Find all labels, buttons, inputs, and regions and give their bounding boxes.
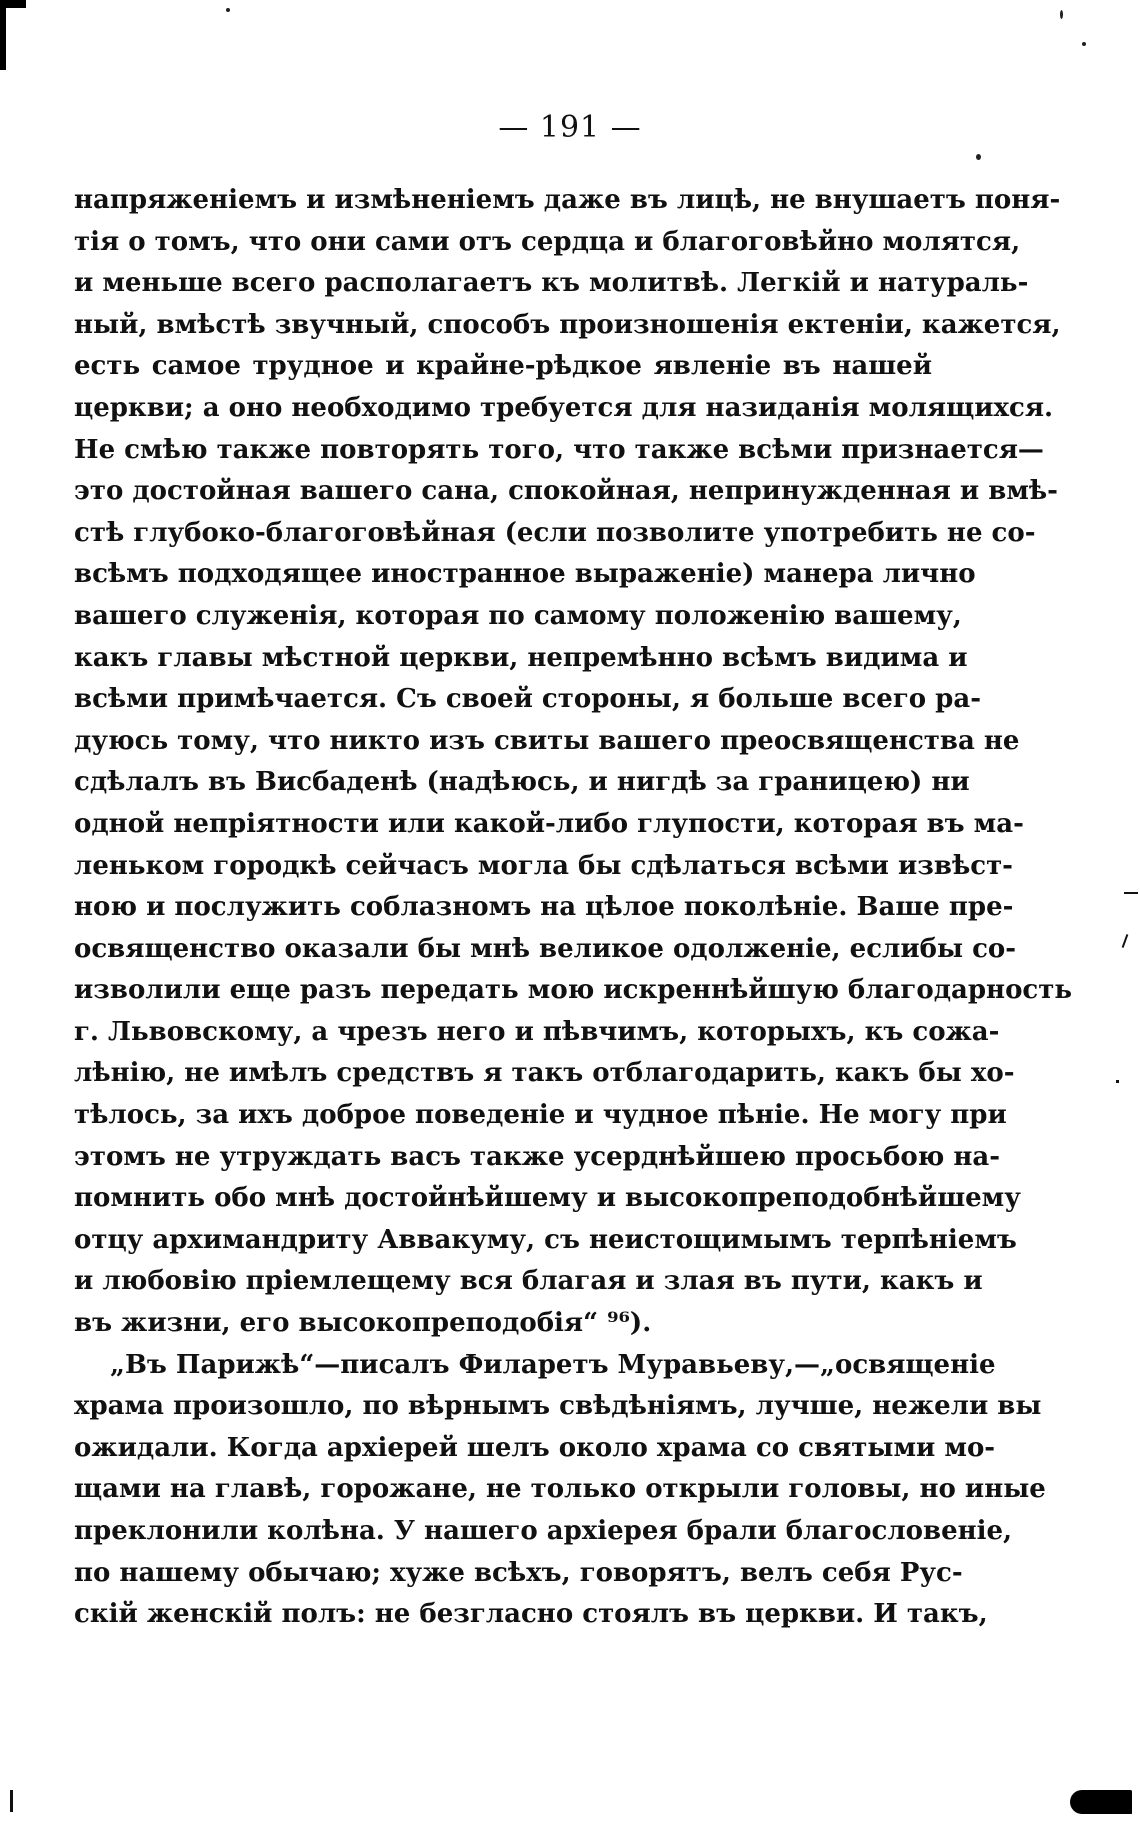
text-line: тѣлось, за ихъ доброе поведеніе и чудное пѣніе. Не могу при <box>74 1100 1007 1131</box>
scan-speck <box>1060 10 1063 19</box>
text-line: въ жизни, его высокопреподобія“ ⁹⁶). <box>74 1308 652 1339</box>
text-line: г. Львовскому, а чрезъ него и пѣвчимъ, которыхъ, къ сожа- <box>74 1016 1000 1047</box>
scan-corner-mark <box>0 0 26 70</box>
text-line: церкви; а оно необходимо требуется для назиданія молящихся. <box>74 392 1054 423</box>
text-line: это достойная вашего сана, спокойная, непринужденная и вмѣ- <box>74 476 1058 507</box>
text-line: изволили еще разъ передать мою искреннѣйшую благодарность <box>74 975 1073 1006</box>
paragraph-2 <box>74 1345 1046 1636</box>
text-line: и меньше всего располагаетъ къ молитвѣ. Легкій и натураль- <box>74 268 1029 299</box>
text-line: Не смѣю также повторять того, что также всѣми признается— <box>74 434 1044 465</box>
text-line: тія о томъ, что они сами отъ сердца и благоговѣйно молятся, <box>74 226 1021 257</box>
body-text <box>74 180 1073 1636</box>
text-line: напряженіемъ и измѣненіемъ даже въ лицѣ, не внушаетъ поня- <box>74 185 1061 215</box>
text-line: вашего служенія, которая по самому положенію вашему, <box>74 600 962 631</box>
text-line: этомъ не утруждать васъ также усерднѣйшею просьбою на- <box>74 1141 1001 1172</box>
text-line: дуюсь тому, что никто изъ свиты вашего преосвященства не <box>74 725 1020 756</box>
text-line: есть самое трудное и крайне-рѣдкое явленіе въ нашей <box>74 351 932 382</box>
text-line: одной непріятности или какой-либо глупости, которая въ ма- <box>74 808 1024 839</box>
scan-speck <box>1116 1080 1119 1083</box>
scan-speck <box>226 8 230 12</box>
text-line: всѣмъ подходящее иностранное выраженіе) манера лично <box>74 559 976 590</box>
text-line: храма произошло, по вѣрнымъ свѣдѣніямъ, лучше, нежели вы <box>74 1391 1042 1422</box>
scan-mark <box>1124 892 1138 894</box>
scan-mark <box>10 1790 13 1812</box>
page-number: — 191 — <box>498 110 642 145</box>
text-line: щами на главѣ, горожане, не только открыли головы, но иные <box>74 1474 1046 1505</box>
text-line: „Въ Парижѣ“—писалъ Филаретъ Муравьеву,—„освященіе <box>110 1349 996 1380</box>
text-line: скій женскій полъ: не безгласно стоялъ въ церкви. И такъ, <box>74 1599 988 1630</box>
text-line: ожидали. Когда архіерей шелъ около храма со святыми мо- <box>74 1432 996 1463</box>
scan-mark <box>1122 934 1129 948</box>
text-line: по нашему обычаю; хуже всѣхъ, говорятъ, велъ себя Рус- <box>74 1557 963 1588</box>
scan-speck <box>1082 42 1086 46</box>
text-line: леньком городкѣ сейчасъ могла бы сдѣлаться всѣми извѣст- <box>74 850 1013 881</box>
text-line: какъ главы мѣстной церкви, непремѣнно всѣмъ видима и <box>74 642 968 673</box>
text-line: всѣми примѣчается. Съ своей стороны, я больше всего ра- <box>74 684 981 715</box>
text-line: освященство оказали бы мнѣ великое одолженіе, еслибы со- <box>74 933 1017 964</box>
paragraph-1 <box>74 180 1073 1345</box>
text-line: преклонили колѣна. У нашего архіерея брали благословеніе, <box>74 1516 1013 1546</box>
text-line: ною и послужить соблазномъ на цѣлое поколѣніе. Ваше пре- <box>74 892 1014 923</box>
text-line: сдѣлалъ въ Висбаденѣ (надѣюсь, и нигдѣ за границею) ни <box>74 767 970 798</box>
text-line: и любовію пріемлещему вся благая и злая въ пути, какъ и <box>74 1266 983 1297</box>
text-line: стѣ глубоко-благоговѣйная (если позволите употребить не со- <box>74 517 1036 548</box>
text-line: лѣнію, не имѣлъ средствъ я такъ отблагодарить, какъ бы хо- <box>74 1058 1015 1089</box>
text-line: отцу архимандриту Аввакуму, съ неистощимымъ терпѣніемъ <box>74 1224 1017 1255</box>
text-line: ный, вмѣстѣ звучный, способъ произношенія ектеніи, кажется, <box>74 309 1061 340</box>
text-line: помнить обо мнѣ достойнѣйшему и высокопреподобнѣйшему <box>74 1183 1021 1214</box>
scan-blob <box>1070 1790 1132 1814</box>
scan-speck <box>976 154 981 160</box>
